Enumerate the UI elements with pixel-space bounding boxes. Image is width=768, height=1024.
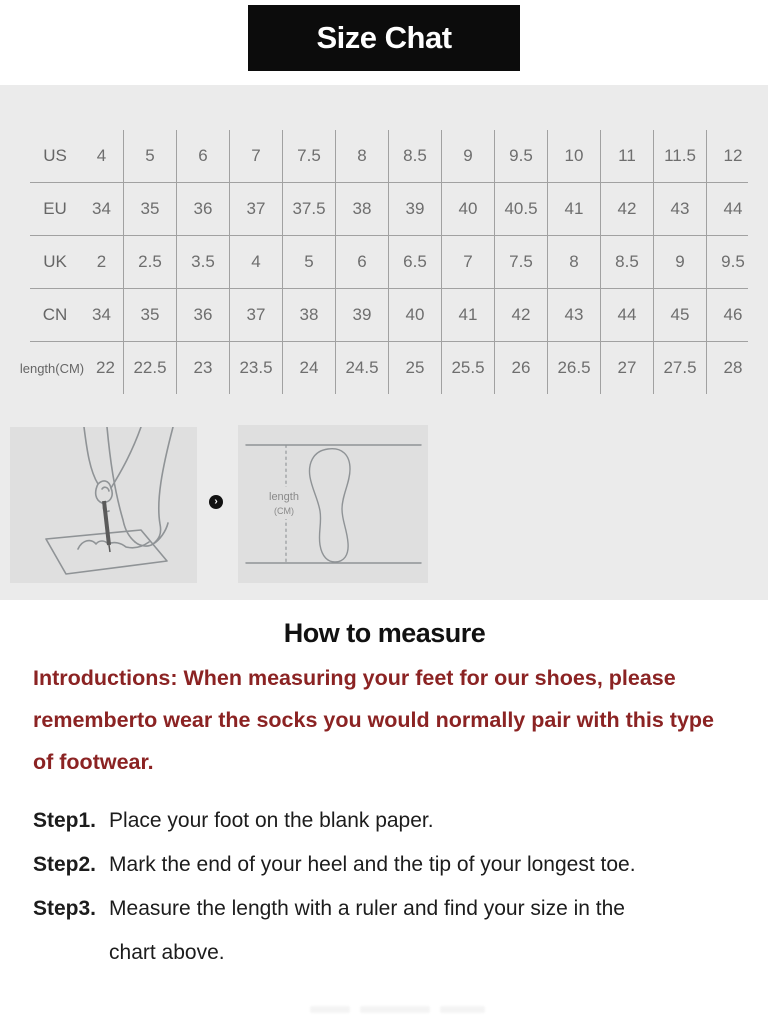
table-cell: 26 [494, 342, 547, 394]
table-cell: 23 [176, 342, 229, 394]
table-cell: 8 [335, 130, 388, 182]
table-cell: 39 [335, 289, 388, 341]
table-cell: 9 [653, 236, 706, 288]
table-cell: 8 [547, 236, 600, 288]
table-cell: 6 [176, 130, 229, 182]
table-cell: 23.5 [229, 342, 282, 394]
table-cell: 10 [547, 130, 600, 182]
length-unit-label: (CM) [274, 506, 294, 516]
table-cell [30, 130, 123, 182]
foot-length-illustration [238, 425, 428, 583]
step-text: Measure the length with a ruler and find your size in the chart above. [109, 897, 625, 964]
step-label: Step1. [33, 809, 97, 832]
table-cell: 7 [441, 236, 494, 288]
table-cell: 44 [600, 289, 653, 341]
row-label: length(CM) [19, 360, 85, 376]
table-cell: 42 [600, 183, 653, 235]
table-row [30, 130, 748, 183]
table-cell: 42 [494, 289, 547, 341]
table-cell: 8.5 [388, 130, 441, 182]
table-cell: 37.5 [282, 183, 335, 235]
table-cell: 9.5 [706, 236, 759, 288]
row-label: UK [43, 252, 67, 271]
hand-marking-foot-icon [10, 427, 197, 583]
table-cell: 5 [282, 236, 335, 288]
table-cell: 36 [176, 289, 229, 341]
table-cell: 9.5 [494, 130, 547, 182]
step-item [33, 843, 736, 887]
step-item [33, 799, 736, 843]
table-cell: 8.5 [600, 236, 653, 288]
length-label: length [269, 491, 299, 503]
table-cell: 40 [441, 183, 494, 235]
table-cell: 36 [176, 183, 229, 235]
step-label: Step2. [33, 853, 97, 876]
measure-foot-illustration [10, 427, 197, 583]
table-cell: 46 [706, 289, 759, 341]
table-cell: 27 [600, 342, 653, 394]
table-row [30, 183, 748, 236]
table-cell: 37 [229, 289, 282, 341]
table-cell: 38 [282, 289, 335, 341]
table-cell [30, 236, 123, 288]
table-cell: 40 [388, 289, 441, 341]
table-cell: 5 [123, 130, 176, 182]
size-table-panel [0, 85, 768, 600]
step-label: Step3. [33, 897, 97, 920]
table-cell-value: 22 [96, 358, 115, 377]
table-cell: 25.5 [441, 342, 494, 394]
size-table [19, 130, 748, 394]
table-cell: 40.5 [494, 183, 547, 235]
step-item [33, 887, 736, 975]
table-cell: 11.5 [653, 130, 706, 182]
table-cell: 43 [653, 183, 706, 235]
table-cell: 25 [388, 342, 441, 394]
table-cell: 6 [335, 236, 388, 288]
table-row [30, 236, 748, 289]
table-cell: 27.5 [653, 342, 706, 394]
row-label: EU [43, 199, 67, 218]
table-cell-value: 4 [96, 146, 107, 165]
row-label: CN [42, 305, 68, 324]
table-cell: 7.5 [282, 130, 335, 182]
table-cell: 6.5 [388, 236, 441, 288]
table-cell [30, 289, 123, 341]
table-cell: 3.5 [176, 236, 229, 288]
table-cell-value: 2 [96, 252, 107, 271]
table-cell: 41 [441, 289, 494, 341]
table-cell: 35 [123, 289, 176, 341]
table-cell: 9 [441, 130, 494, 182]
table-cell: 38 [335, 183, 388, 235]
next-arrow-icon: › [209, 495, 223, 509]
table-cell: 2.5 [123, 236, 176, 288]
table-cell: 45 [653, 289, 706, 341]
row-label: US [43, 146, 67, 165]
table-cell: 28 [706, 342, 759, 394]
table-cell: 24 [282, 342, 335, 394]
table-cell: 41 [547, 183, 600, 235]
table-row [30, 289, 748, 342]
table-cell-value: 34 [92, 305, 111, 324]
how-to-measure-section [33, 618, 736, 975]
step-text: Mark the end of your heel and the tip of your longest toe. [109, 853, 636, 876]
table-cell: 11 [600, 130, 653, 182]
table-cell [30, 183, 123, 235]
table-cell-value: 34 [92, 199, 111, 218]
table-cell: 4 [229, 236, 282, 288]
intro-text: Introductions: When measuring your feet for our shoes, please rememberto wear the socks you would normally pair with this type of footwear. [33, 666, 714, 774]
faint-watermark-artifact [310, 1006, 500, 1013]
table-row [19, 342, 748, 394]
table-cell: 22.5 [123, 342, 176, 394]
table-cell: 12 [706, 130, 759, 182]
table-cell: 24.5 [335, 342, 388, 394]
page-title: Size Chat [248, 5, 520, 71]
table-cell: 26.5 [547, 342, 600, 394]
foot-sole-length-icon [238, 425, 428, 583]
table-cell [19, 342, 123, 394]
table-cell: 43 [547, 289, 600, 341]
how-to-measure-heading: How to measure [283, 618, 486, 648]
table-cell: 37 [229, 183, 282, 235]
table-cell: 44 [706, 183, 759, 235]
table-cell: 35 [123, 183, 176, 235]
table-cell: 7.5 [494, 236, 547, 288]
table-cell: 7 [229, 130, 282, 182]
steps-list [33, 799, 736, 975]
step-text: Place your foot on the blank paper. [109, 809, 434, 832]
table-cell: 39 [388, 183, 441, 235]
